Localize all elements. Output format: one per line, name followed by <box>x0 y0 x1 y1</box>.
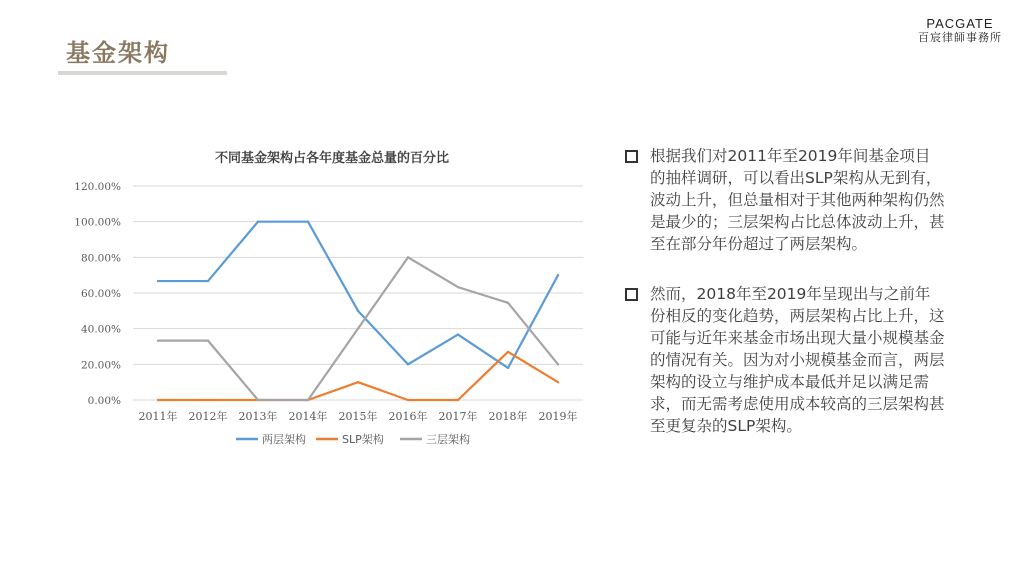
bullet-item <box>625 145 945 255</box>
series-segment <box>308 222 358 311</box>
data-point <box>557 363 559 365</box>
y-tick-label: 100.00% <box>74 216 121 229</box>
analysis-notes <box>625 145 945 465</box>
x-axis-labels <box>139 409 578 423</box>
data-point <box>157 280 159 282</box>
series-segment <box>458 335 508 368</box>
data-point <box>407 363 409 365</box>
series-segment <box>208 222 258 281</box>
bullet-text: 然而，2018年至2019年呈现出与之前年份相反的变化趋势，两层架构占比上升，这可能与近年来基金市场出现大量小规模基金的情况有关。因为对小规模基金而言，两层架构的设立与维护成本最低并足以满足需求，而无需考虑使用成本较高的三层架构甚至更复杂的SLP架构。 <box>650 285 945 435</box>
series-segment <box>358 382 408 400</box>
y-tick-label: 0.00% <box>87 395 121 407</box>
data-point <box>257 221 259 223</box>
x-tick-label: 2018年 <box>488 410 528 423</box>
x-tick-label: 2015年 <box>338 410 378 423</box>
data-point <box>257 399 259 401</box>
data-point <box>407 256 409 258</box>
chart-title: 不同基金架构占各年度基金总量的百分比 <box>214 151 450 166</box>
data-point <box>357 328 359 330</box>
legend-label: 三层架构 <box>426 433 470 446</box>
chart-canvas <box>60 140 600 460</box>
x-tick-label: 2019年 <box>538 410 578 423</box>
legend-label: SLP架构 <box>342 433 384 446</box>
logo-english: PACGATE <box>926 16 994 31</box>
bullet-text: 根据我们对2011年至2019年间基金项目的抽样调研，可以看出SLP架构从无到有，波动上升，但总量相对于其他两种架构仍然是最少的；三层架构占比总体波动上升，甚至在部分年份超过了两层架构。 <box>650 147 945 253</box>
legend-label: 两层架构 <box>262 433 306 446</box>
legend-item <box>236 432 306 446</box>
series-2 <box>157 351 559 401</box>
series-1 <box>157 221 559 369</box>
series-segment <box>458 352 508 400</box>
data-point <box>207 340 209 342</box>
series-segment <box>208 341 258 400</box>
data-point <box>457 333 459 335</box>
x-tick-label: 2011年 <box>138 410 178 423</box>
data-point <box>507 367 509 369</box>
data-point <box>457 286 459 288</box>
company-logo <box>918 16 1002 44</box>
page-title: 基金架构 <box>66 39 170 67</box>
y-tick-label: 60.00% <box>80 288 121 300</box>
data-point <box>507 351 509 353</box>
square-bullet-icon <box>625 150 638 163</box>
x-tick-label: 2016年 <box>388 410 428 423</box>
x-tick-label: 2017年 <box>438 410 478 423</box>
y-tick-label: 120.00% <box>74 181 121 193</box>
bullet-item <box>625 283 945 437</box>
data-point <box>357 310 359 312</box>
series-segment <box>408 257 458 287</box>
line-chart <box>60 140 600 460</box>
data-point <box>507 302 509 304</box>
y-tick-label: 40.00% <box>80 323 121 336</box>
data-point <box>557 381 559 383</box>
data-point <box>407 399 409 401</box>
y-axis-labels <box>74 181 121 407</box>
square-bullet-icon <box>625 288 638 301</box>
data-point <box>207 399 209 401</box>
data-point <box>457 399 459 401</box>
chart-legend <box>236 432 470 446</box>
legend-item <box>316 432 384 446</box>
series-segment <box>458 287 508 303</box>
x-tick-label: 2013年 <box>238 410 278 423</box>
data-point <box>207 280 209 282</box>
logo-chinese: 百宸律師事務所 <box>918 31 1002 44</box>
chart-series <box>157 221 559 402</box>
data-point <box>307 221 309 223</box>
data-point <box>357 381 359 383</box>
data-point <box>557 274 559 276</box>
x-tick-label: 2014年 <box>288 410 328 423</box>
title-underline <box>58 71 227 75</box>
y-tick-label: 80.00% <box>80 252 121 265</box>
y-tick-label: 20.00% <box>80 359 121 372</box>
data-point <box>157 399 159 401</box>
data-point <box>157 340 159 342</box>
x-tick-label: 2012年 <box>188 410 228 423</box>
chart-gridlines <box>133 186 583 400</box>
data-point <box>307 399 309 401</box>
series-segment <box>408 335 458 365</box>
legend-item <box>400 432 470 446</box>
